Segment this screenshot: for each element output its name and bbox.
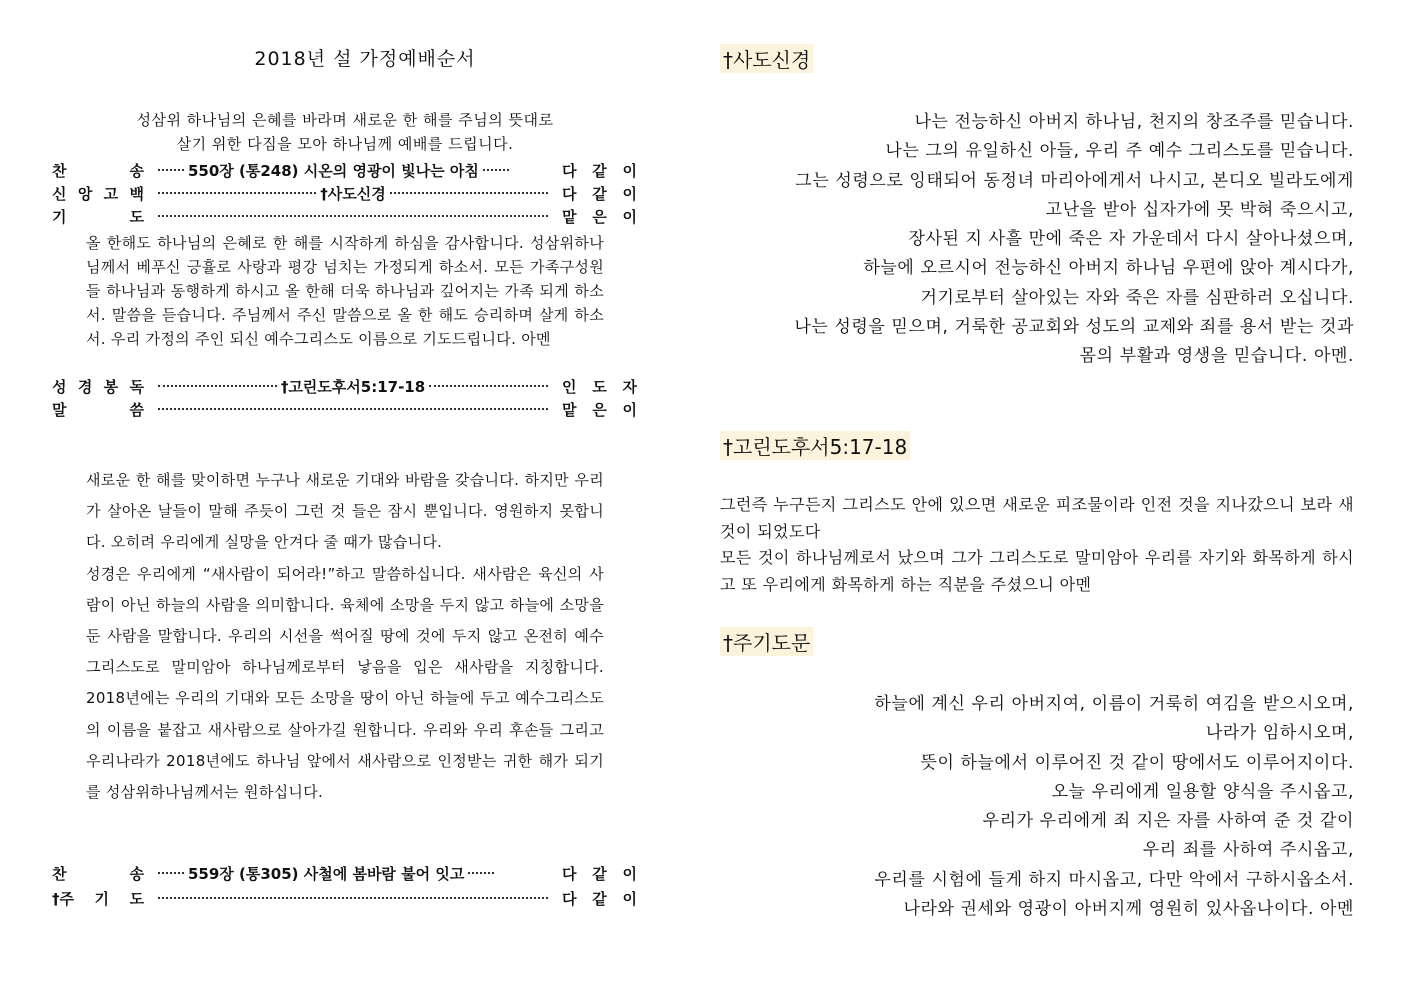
order-role-char: 이	[622, 161, 637, 180]
order-label-char: 경	[77, 377, 93, 396]
lords-prayer-line: 뜻이 하늘에서 이루어진 것 같이 땅에서도 이루어지이다.	[920, 752, 1354, 773]
order-label-char: 신	[52, 184, 67, 203]
order-role-char: 다	[562, 184, 577, 203]
order-role-char: 다	[562, 864, 577, 883]
order-role-char: 인	[562, 377, 577, 396]
order-role-char: 이	[622, 864, 637, 883]
creed-line: 나는 그의 유일하신 아들, 우리 주 예수 그리스도를 믿습니다.	[885, 141, 1354, 162]
order-label-char: 말	[52, 400, 67, 419]
order-label-char: 고	[103, 184, 119, 203]
order-role-char: 도	[592, 377, 607, 396]
lords-prayer-line: 나라와 권세와 영광이 아버지께 영원히 있사옵나이다. 아멘	[903, 899, 1354, 920]
creed-heading: †사도신경	[720, 44, 813, 73]
order-role-char: 같	[592, 161, 607, 180]
order-role-char: 같	[592, 184, 607, 203]
creed-line: 거기로부터 살아있는 자와 죽은 자를 심판하러 오십니다.	[920, 287, 1354, 308]
order-item-text: †고린도후서5:17-18	[280, 377, 426, 396]
sermon-paragraph: 성경은 우리에게 “새사람이 되어라!”하고 말씀하십니다. 새사람은 육신의 사람이 아닌 하늘의 사람을 의미합니다. 육체에 소망을 두지 않고 하늘에 소망을 둔 사람을 말합니다. 우리의 시선을 썩어질 땅에 것에 두지 않고 온전히 예수그리스도로 말미암아 하나님께로부터 낳음을 입은 새사람을 지칭합니다. 2018년에는 우리의 기대와 모든 소망을 땅이 아닌 하늘에 두고 예수그리스도의 이름을 붙잡고 새사람으로 살아가길 원합니다. 우리와 우리 후손들 그리고 우리나라가 2018년에도 하나님 앞에서 새사람으로 인정받는 귀한 해가 되기를 성삼위하나님께서는 원하십니다.	[86, 564, 604, 802]
lords-prayer-line: 나라가 임하시오며,	[1205, 723, 1354, 744]
order-role-char: 은	[592, 400, 607, 419]
lords-prayer-line: 우리가 우리에게 죄 지은 자를 사하여 준 것 같이	[982, 811, 1354, 832]
order-item-text: 559장 (통305) 사철에 봄바람 불어 잇고	[188, 864, 465, 883]
order-role-char: 이	[622, 889, 637, 908]
creed-line: 나는 전능하신 아버지 하나님, 천지의 창조주를 믿습니다.	[914, 112, 1354, 132]
intro-line: 성삼위 하나님의 은혜를 바라며 새로운 한 해를 주님의 뜻대로	[136, 111, 554, 129]
scripture-verse: 모든 것이 하나님께로서 났으며 그가 그리스도로 말미암아 우리를 자기와 화목하게 하시고 또 우리에게 화목하게 하는 직분을 주셨으니 아멘	[720, 548, 1354, 594]
order-role-char: 이	[622, 207, 637, 226]
intro-line: 살기 위한 다짐을 모아 하나님께 예배를 드립니다.	[176, 135, 514, 153]
order-label-char: 씀	[129, 400, 144, 419]
order-role-char: 이	[622, 184, 637, 203]
creed-text	[720, 108, 1354, 372]
prayer-paragraph: 올 한해도 하나님의 은혜로 한 해를 시작하게 하심을 감사합니다. 성삼위하나님께서 베푸신 긍휼로 사랑과 평강 넘치는 가정되게 하소서. 모든 가족구성원들 하나님과 동행하게 하시고 올 한해 더욱 하나님과 깊어지는 가족 되게 하소서. 말씀을 듣습니다. 주님께서 주신 말씀으로 올 한 해도 승리하며 살게 하소서. 우리 가정의 주인 되신 예수그리스도 이름으로 기도드립니다. 아멘	[86, 234, 604, 348]
creed-line: 장사된 지 사흘 만에 죽은 자 가운데서 다시 살아나셨으며,	[908, 229, 1354, 250]
lords-prayer-line: 우리를 시험에 들게 하지 마시옵고, 다만 악에서 구하시옵소서.	[874, 869, 1354, 890]
creed-line: 하늘에 오르시어 전능하신 아버지 하나님 우편에 앉아 계시다가,	[863, 258, 1354, 279]
order-label-char: 송	[129, 161, 144, 180]
order-label-char: 도	[129, 207, 144, 226]
order-item-text: 550장 (통248) 시온의 영광이 빛나는 아침	[188, 161, 479, 180]
order-role-char: 맡	[562, 400, 577, 419]
order-label-char: 찬	[52, 864, 67, 883]
order-role-char: 자	[622, 377, 637, 396]
order-role-char: 다	[562, 161, 577, 180]
order-label-char: 기	[94, 889, 109, 908]
lords-prayer-line: 하늘에 계신 우리 아버지여, 이름이 거룩히 여김을 받으시오며,	[874, 694, 1354, 714]
order-label-char: 기	[52, 207, 67, 226]
creed-line: 몸의 부활과 영생을 믿습니다. 아멘.	[1079, 346, 1354, 367]
order-label-char: †주	[52, 889, 74, 908]
order-role-char: 같	[592, 889, 607, 908]
order-role-char: 같	[592, 864, 607, 883]
scripture-heading: †고린도후서5:17-18	[720, 431, 910, 460]
scripture-text	[720, 492, 1354, 598]
order-label-char: 도	[129, 889, 144, 908]
sermon-paragraph: 새로운 한 해를 맞이하면 누구나 새로운 기대와 바람을 갖습니다. 하지만 우리가 살아온 날들이 말해 주듯이 그런 것 들은 잠시 뿐입니다. 영원하지 못합니다. 오히려 우리에게 실망을 안겨다 줄 때가 많습니다.	[86, 471, 604, 552]
lords-prayer-text	[720, 690, 1354, 924]
creed-line: 나는 성령을 믿으며, 거룩한 공교회와 성도의 교제와 죄를 용서 받는 것과	[794, 317, 1354, 338]
order-role-char: 이	[622, 400, 637, 419]
order-role-char: 은	[592, 207, 607, 226]
order-role-char: 맡	[562, 207, 577, 226]
order-label-char: 독	[129, 377, 144, 396]
order-label-char: 송	[129, 864, 144, 883]
lords-prayer-heading: †주기도문	[720, 627, 813, 656]
order-role-char: 다	[562, 889, 577, 908]
lords-prayer-line: 오늘 우리에게 일용할 양식을 주시옵고,	[1051, 781, 1354, 802]
order-item-text: †사도신경	[320, 184, 386, 203]
creed-line: 그는 성령으로 잉태되어 동정녀 마리아에게서 나시고, 본디오 빌라도에게	[795, 170, 1354, 191]
page-title: 2018년 설 가정예배순서	[254, 48, 476, 70]
order-label-char: 봉	[103, 377, 119, 396]
creed-line: 고난을 받아 십자가에 못 박혀 죽으시고,	[1045, 199, 1354, 220]
order-label-char: 성	[52, 377, 67, 396]
lords-prayer-line: 우리 죄를 사하여 주시옵고,	[1142, 840, 1354, 861]
order-label-char: 앙	[77, 184, 93, 203]
order-label-char: 백	[129, 184, 144, 203]
scripture-verse: 그런즉 누구든지 그리스도 안에 있으면 새로운 피조물이라 인전 것을 지나갔으니 보라 새 것이 되었도다	[720, 495, 1354, 541]
order-label-char: 찬	[52, 161, 67, 180]
